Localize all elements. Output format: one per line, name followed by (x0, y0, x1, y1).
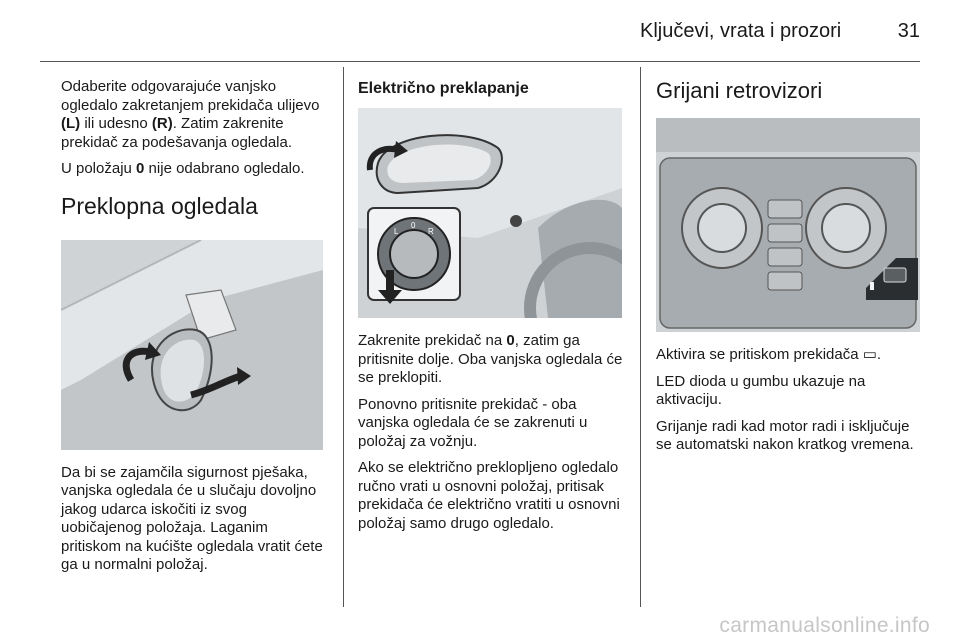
electric-folding-p2: Ponovno pritisnite prekidač - oba vanjska ogledala će se zakrenuti u položaj za vožnju. (358, 395, 588, 450)
heated-mirror-icon: ▭ (862, 346, 877, 363)
heated-mirror-console-illustration (656, 118, 920, 332)
section-heading-heated-mirrors: Grijani retrovizori (656, 78, 823, 103)
position-zero-paragraph (61, 160, 331, 179)
intro-text: Odaberite odgovarajuće vanjsko ogledalo zakretanjem prekidača ulijevo (61, 78, 320, 114)
electric-folding-switch-illustration (358, 108, 622, 318)
position-text-end: nije odabrano ogledalo. (144, 160, 305, 177)
section-heading-electric-folding: Električno preklapanje (358, 80, 529, 97)
electric-folding-p3: Ako se električno preklopljeno ogledalo ručno vrati u osnovni položaj, pritisak prekidača će električno vratiti u osnovni položaj samo drugo ogledalo. (358, 459, 620, 532)
column-3 (656, 78, 928, 463)
heated-mirrors-p3: Grijanje radi kad motor radi i isključuje se automatski nakon kratkog vremena. (656, 417, 914, 453)
header-divider (40, 61, 920, 62)
section-heading-folding-mirrors: Preklopna ogledala (61, 192, 258, 219)
watermark: carmanualsonline.info (719, 614, 930, 637)
heated-mirrors-p1 (656, 346, 928, 365)
intro-paragraph (61, 78, 331, 152)
page-number: 31 (897, 20, 920, 42)
position-zero: 0 (136, 160, 145, 177)
header-title: Ključevi, vrata i prozori (640, 20, 842, 42)
position-text: U položaju (61, 160, 137, 177)
label-right: (R) (151, 115, 173, 132)
intro-text-end: . Zatim zakrenite prekidač za podešavanja ogledala. (61, 115, 292, 151)
switch-label-left: L (394, 227, 399, 236)
folding-mirror-illustration (61, 240, 323, 450)
electric-folding-p1-text: Zakrenite prekidač na (358, 332, 507, 349)
switch-label-right: R (428, 227, 434, 236)
heated-mirrors-p1-text: Aktivira se pritiskom prekidača (656, 346, 863, 363)
column-divider-1 (343, 67, 344, 607)
electric-folding-p1-end: , zatim ga pritisnite dolje. Oba vanjska ogledala će se preklopiti. (358, 332, 623, 386)
electric-folding-p1 (358, 332, 626, 388)
column-divider-2 (640, 67, 641, 607)
heated-mirrors-p1-end: . (876, 346, 882, 363)
label-left: (L) (61, 115, 81, 132)
folding-mirrors-body: Da bi se zajamčila sigurnost pješaka, vanjska ogledala će u slučaju dovoljno jakog udarca iskočiti iz svog uobičajenog položaja. Laganim pritiskom na kućište ogledala vratit ćete ga u normalni položaj. (61, 463, 323, 573)
electric-folding-zero: 0 (506, 332, 515, 349)
heated-mirrors-p2: LED dioda u gumbu ukazuje na aktivaciju. (656, 372, 866, 408)
column-2 (358, 80, 626, 541)
column-1 (61, 78, 331, 583)
intro-text-mid: ili udesno (80, 115, 152, 132)
switch-label-zero: 0 (411, 221, 416, 230)
